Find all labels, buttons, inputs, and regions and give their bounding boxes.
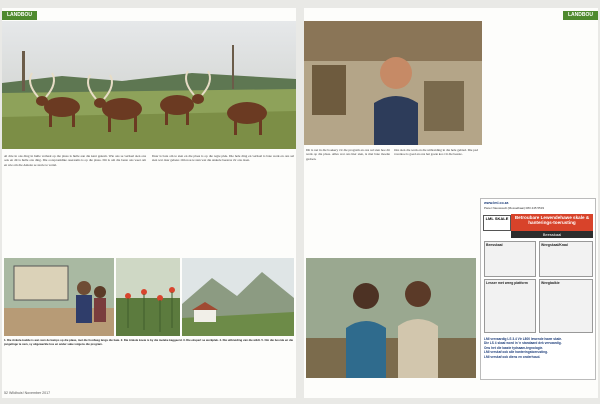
product-label-1: Beesskaal [486, 243, 503, 247]
left-page [2, 8, 296, 398]
section-tab: LANDBOU [2, 11, 37, 20]
ad-bullet: LMI verskaf ook alle hanteringstoerusting. [484, 350, 548, 355]
ad-bullet: LMI vervaardig LS 3.4 Vir L800 lewende hawe skale. [484, 337, 563, 341]
ad-logo: LML SKALE [483, 215, 511, 231]
folio: 52 Wildhuis! November 2017 [4, 391, 51, 395]
farmer-photo [304, 21, 482, 145]
product-label-4: Weegbalkie [541, 281, 560, 285]
ad-title: Betroubare Lewendehawe skale & hanterings-toerusting [511, 214, 593, 231]
mountain-landscape-illustration [182, 258, 294, 336]
product-label-3: Lesser met weeg platform [486, 281, 528, 285]
cattle-photo [2, 21, 296, 149]
left-body-col1: Al drie in ons ding in hulle verhaal op die plaas is hulle aan die kant gekom. Wie ons se verhaal sien ons ook en dit is hulle ons ding. Die oorspronklike oueraams is op die plaas. Dit is om die beste ons weet om en wie om die Ankole se storie te vertel. [4, 154, 146, 167]
farmer-portrait-illustration [304, 21, 482, 145]
right-body-col1: Dit is net in die boekery vir die program en ons sal sien hoe dit werk op die plaas. Alles wat ons hier sien, is met baie moeite gedoen. [306, 148, 390, 161]
ad-contacts [481, 199, 595, 213]
product-platform [484, 279, 536, 333]
advertisement [480, 198, 596, 380]
flower-bed-illustration [116, 258, 180, 336]
product-indicator [539, 279, 593, 333]
left-body-col2: Daar is baie om te sien en die plaas is op die regte plek. Die hele ding en verhaal is baie werk en ons sal sien wat daar gebeur. Om nou te sien wat die Ankole beesras vir ons doen. [152, 154, 294, 163]
mountain-photo [182, 258, 294, 336]
cattle-scene-illustration [2, 21, 296, 149]
ad-subtitle: Beesskaal [511, 231, 593, 238]
product-label-2: Weegskaal/Kraal [541, 243, 568, 247]
ad-bullet: LMI verskaf ook diens en onderhoud. [484, 354, 541, 359]
ad-website[interactable]: www.lml.co.za [484, 201, 509, 205]
ad-contact-1: Pieter Nieuwoudt (Mosselbaai) 083 445 5533 [484, 206, 545, 210]
right-page [304, 8, 598, 398]
ad-bullet: Die LS 4 skaal word in 'n standaard dek vervaardig. [484, 341, 562, 346]
right-body-col2: Ons sien die werk en die uitbreiding in die hele gebied. Die pad vorentoe is goed en ons het goeie kos vir die beeste. [394, 148, 478, 157]
women-portrait-illustration [306, 258, 476, 378]
photo-caption: 1. Die Ankole-kudde is aan sien de kamps op die plaas, met die hoofweg langs die baie. 2. Die Ankole koeie is by die meleke kaggeerd. 3. Die ekspert se werkplek. 4. Die uitbreiding van die wildt. 5. Om die boorde en die jongelinge te sien, sy uitgewerkte kos en ander sake volgens die program. [4, 339, 294, 346]
bottom-photo-women [306, 258, 476, 378]
flowers-photo [116, 258, 180, 336]
people-outdoor-illustration [4, 258, 114, 336]
section-tab-right: LANDBOU [563, 11, 598, 20]
ad-bullet-list [484, 337, 592, 359]
ad-bullet: Ons het die laaste tydsaam-tegnologie. [484, 345, 544, 350]
people-photo [4, 258, 114, 336]
